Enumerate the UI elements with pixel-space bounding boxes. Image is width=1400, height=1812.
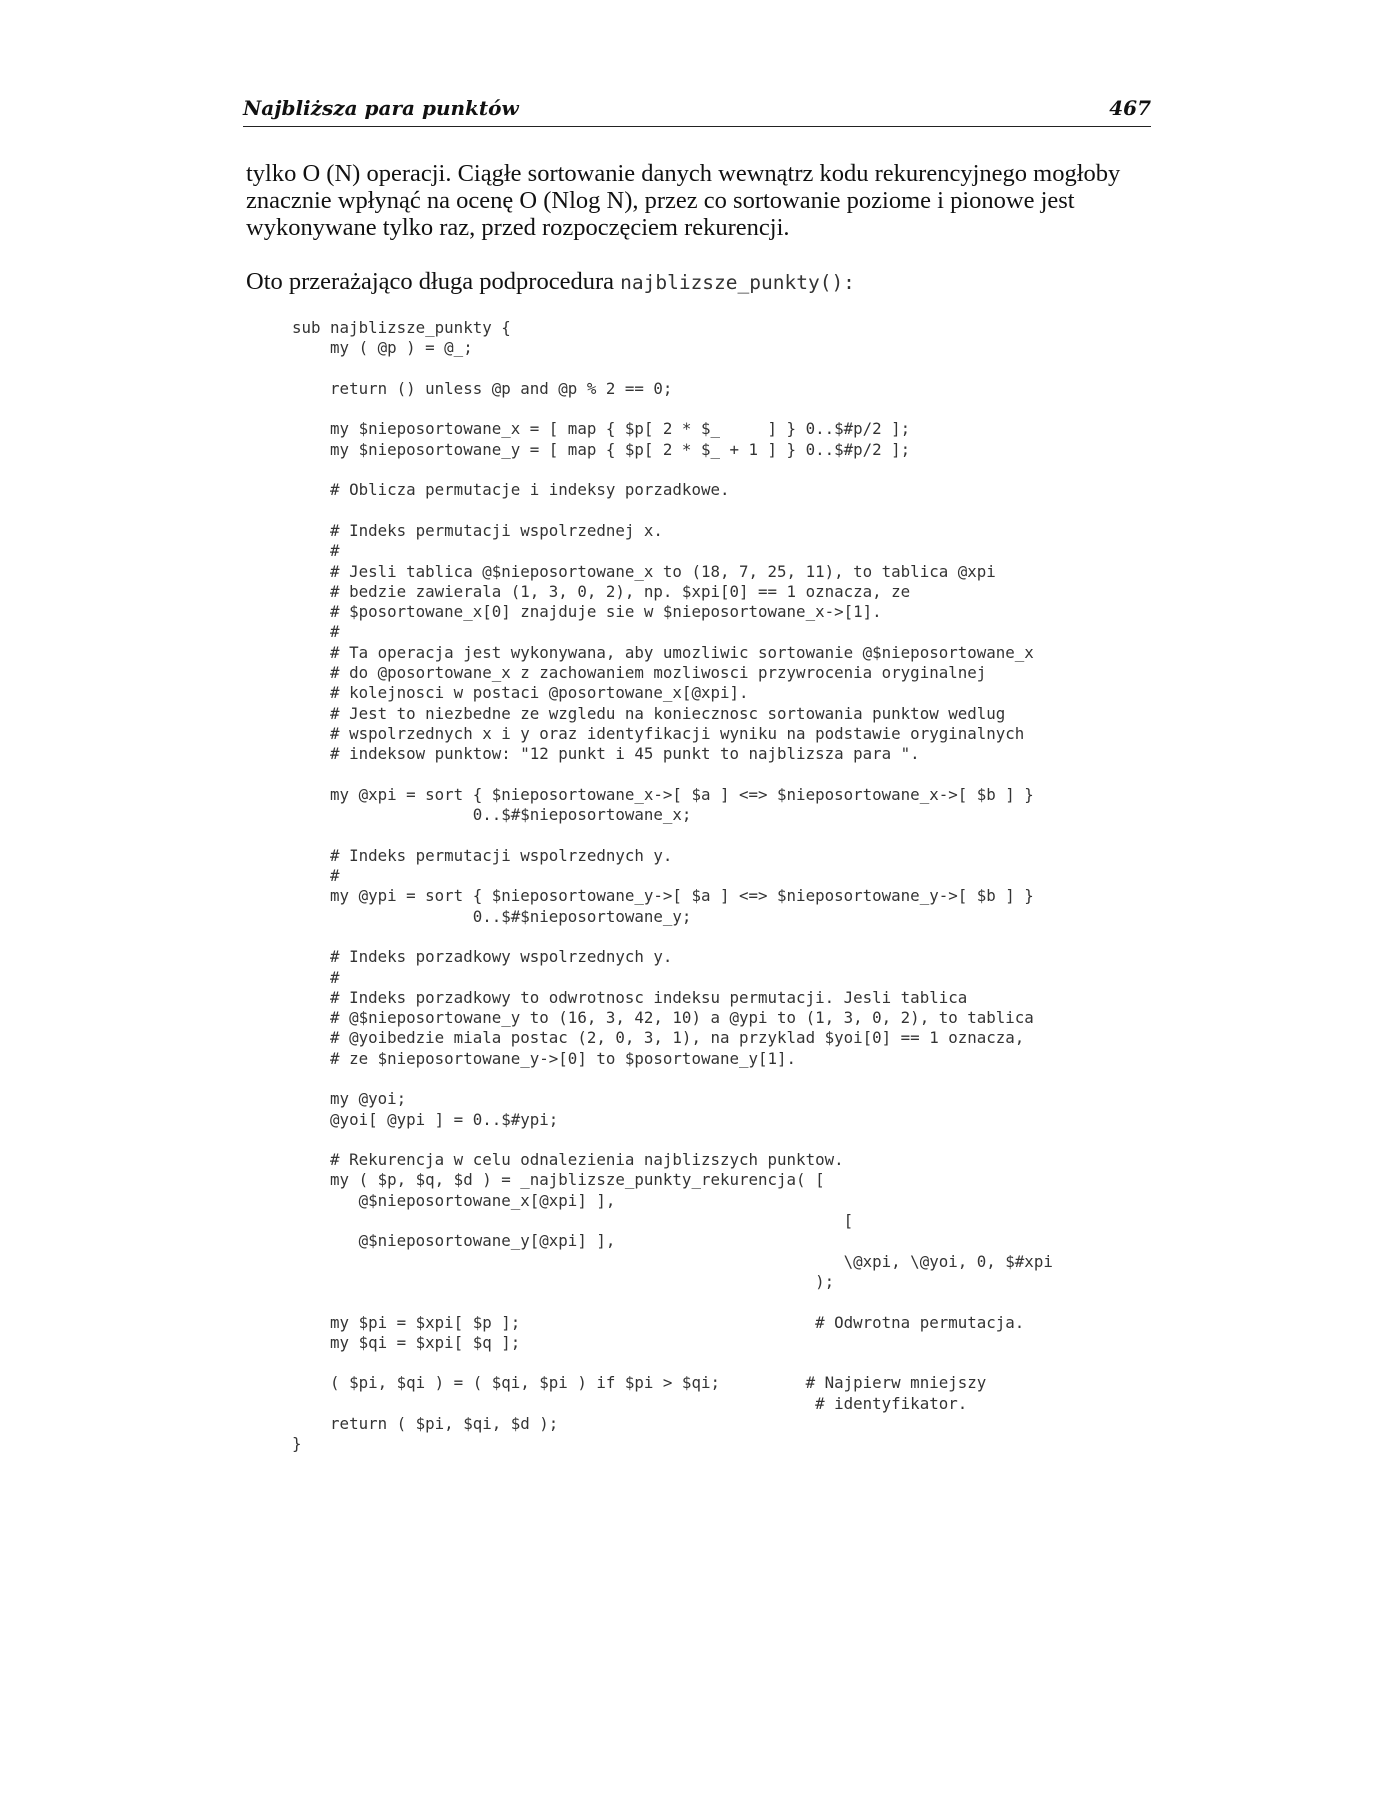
code-line: return ( $pi, $qi, $d ); [292,1414,559,1434]
code-line: # Ta operacja jest wykonywana, aby umozliwic sortowanie @$nieposortowane_x [292,642,1034,662]
code-listing [292,318,1053,1455]
code-line: # $posortowane_x[0] znajduje sie w $nieposortowane_x->[1]. [292,602,882,622]
code-line: # Indeks porzadkowy wspolrzednych y. [292,947,673,967]
code-line: # kolejnosci w postaci @posortowane_x[@xpi]. [292,683,749,703]
code-line: # Oblicza permutacje i indeksy porzadkowe. [292,480,730,500]
code-line: [ [292,1211,854,1231]
code-line: # bedzie zawierala (1, 3, 0, 2), np. $xpi[0] == 1 oznacza, ze [292,581,911,601]
running-header [243,96,1151,127]
code-line: # Indeks porzadkowy to odwrotnosc indeksu permutacji. Jesli tablica [292,987,968,1007]
code-line: # do @posortowane_x z zachowaniem mozliwosci przywrocenia oryginalnej [292,663,987,683]
chapter-title: Najbliższa para punktów [243,96,519,120]
code-line: # Jesli tablica @$nieposortowane_x to (18, 7, 25, 11), to tablica @xpi [292,561,996,581]
code-line: # Indeks permutacji wspolrzednych y. [292,845,673,865]
code-intro [246,268,1152,297]
code-line: my @yoi; [292,1089,407,1109]
code-line: my $pi = $xpi[ $p ]; # Odwrotna permutacja. [292,1312,1025,1332]
code-intro-function: najblizsze_punkty(): [620,271,855,294]
code-line: my ( @p ) = @_; [292,338,473,358]
code-line: # @yoibedzie miala postac (2, 0, 3, 1), na przyklad $yoi[0] == 1 oznacza, [292,1028,1025,1048]
code-line: return () unless @p and @p % 2 == 0; [292,378,673,398]
code-line: # [292,866,340,886]
code-line: my $qi = $xpi[ $q ]; [292,1332,521,1352]
code-line: # identyfikator. [292,1393,968,1413]
code-line: my ( $p, $q, $d ) = _najblizsze_punkty_rekurencja( [ [292,1170,825,1190]
code-line: my $nieposortowane_y = [ map { $p[ 2 * $_ + 1 ] } 0..$#p/2 ]; [292,439,911,459]
code-line: } [292,1434,302,1454]
code-line: ( $pi, $qi ) = ( $qi, $pi ) if $pi > $qi; # Najpierw mniejszy [292,1373,987,1393]
code-line: # indeksow punktow: "12 punkt i 45 punkt to najblizsza para ". [292,744,920,764]
code-line: 0..$#$nieposortowane_x; [292,805,692,825]
code-line: # Jest to niezbedne ze wzgledu na koniecznosc sortowania punktow wedlug [292,703,1006,723]
code-line: my $nieposortowane_x = [ map { $p[ 2 * $_ ] } 0..$#p/2 ]; [292,419,911,439]
code-line: # Indeks permutacji wspolrzednej x. [292,520,663,540]
code-line: # wspolrzednych x i y oraz identyfikacji wyniku na podstawie oryginalnych [292,723,1025,743]
code-line: \@xpi, \@yoi, 0, $#xpi [292,1251,1053,1271]
code-line: my @xpi = sort { $nieposortowane_x->[ $a ] <=> $nieposortowane_x->[ $b ] } [292,784,1034,804]
code-line: my @ypi = sort { $nieposortowane_y->[ $a ] <=> $nieposortowane_y->[ $b ] } [292,886,1034,906]
code-line: # [292,967,340,987]
code-line: @$nieposortowane_x[@xpi] ], [292,1190,616,1210]
page-number: 467 [1109,96,1151,120]
code-line: # [292,541,340,561]
body-paragraph: tylko O (N) operacji. Ciągłe sortowanie danych wewnątrz kodu rekurencyjnego mogłoby znacznie wpłynąć na ocenę O (Nlog N), przez co sortowanie poziome i pionowe jest wykonywane tylko raz, przed rozpoczęciem rekurencji. [246,160,1121,241]
code-intro-text: Oto przerażająco długa podprocedura [246,268,621,295]
code-line: # Rekurencja w celu odnalezienia najblizszych punktow. [292,1150,844,1170]
code-line: @yoi[ @ypi ] = 0..$#ypi; [292,1109,559,1129]
code-line: # [292,622,340,642]
code-line: # @$nieposortowane_y to (16, 3, 42, 10) a @ypi to (1, 3, 0, 2), to tablica [292,1008,1034,1028]
code-line: # ze $nieposortowane_y->[0] to $posortowane_y[1]. [292,1048,797,1068]
code-line: ); [292,1271,835,1291]
code-line: 0..$#$nieposortowane_y; [292,906,692,926]
code-line: @$nieposortowane_y[@xpi] ], [292,1231,616,1251]
code-line: sub najblizsze_punkty { [292,318,511,337]
